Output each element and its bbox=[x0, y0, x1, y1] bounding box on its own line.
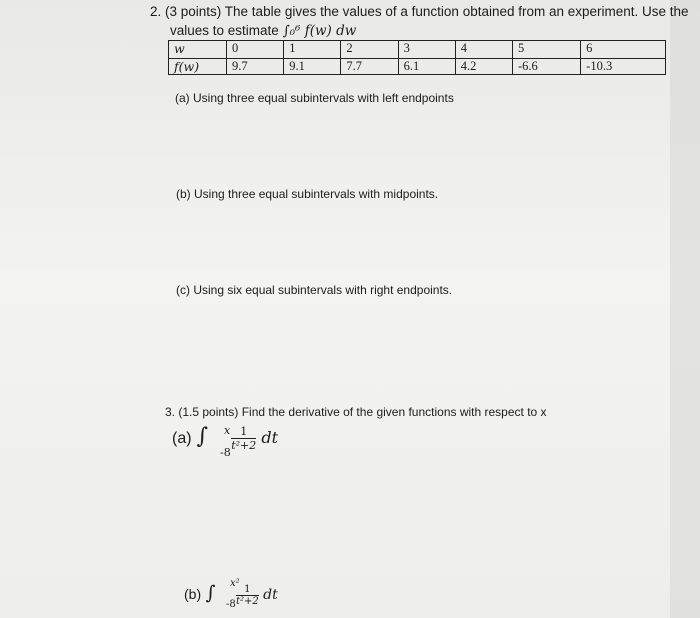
integral-sign-a: ∫ bbox=[196, 424, 209, 449]
table-cell: -6.6 bbox=[512, 59, 580, 75]
table-cell: 4 bbox=[455, 41, 512, 59]
integral-a bbox=[172, 424, 279, 459]
part-b-text: (b) Using three equal subintervals with midpoints. bbox=[176, 187, 439, 201]
integral-a-fraction bbox=[231, 425, 256, 452]
table-cell: 3 bbox=[398, 41, 455, 59]
integral-b-dt: dt bbox=[263, 587, 278, 603]
integral-a-lower: -8 bbox=[220, 446, 231, 459]
part-a-text: (a) Using three equal subintervals with left endpoints bbox=[175, 91, 454, 105]
integral-b-label: (b) bbox=[184, 586, 202, 602]
integral-b-numerator: 1 bbox=[236, 584, 259, 596]
integral-a-dt: dt bbox=[261, 428, 279, 447]
table-row-w bbox=[169, 41, 666, 59]
table-header-w: w bbox=[169, 41, 227, 59]
question-2-integral: ∫₀⁶ f(w) dw bbox=[282, 23, 357, 39]
table-row-fw bbox=[169, 59, 666, 75]
integral-a-numerator: 1 bbox=[231, 425, 256, 439]
table-cell: 5 bbox=[512, 41, 580, 59]
integral-a-denominator: t²+2 bbox=[231, 439, 257, 452]
table-cell: 2 bbox=[341, 41, 398, 59]
table-cell: 9.7 bbox=[227, 59, 284, 75]
integral-a-upper: x bbox=[224, 424, 231, 437]
integral-b bbox=[184, 578, 278, 610]
question-2-line-2 bbox=[170, 23, 356, 39]
integral-a-label: (a) bbox=[172, 430, 192, 447]
table-cell: 4.2 bbox=[455, 59, 512, 75]
question-2-prefix: values to estimate bbox=[170, 23, 283, 38]
question-2-line-1: 2. (3 points) The table gives the values of a function obtained from an experiment. Use the bbox=[150, 4, 689, 19]
table-cell: 6.1 bbox=[398, 59, 455, 75]
page-edge-shadow bbox=[670, 0, 700, 618]
integral-sign-b: ∫ bbox=[205, 582, 216, 604]
table-cell: 1 bbox=[284, 41, 341, 59]
table-cell: 6 bbox=[581, 41, 666, 59]
part-c-text: (c) Using six equal subintervals with right endpoints. bbox=[176, 283, 453, 297]
table-cell: 0 bbox=[227, 41, 284, 59]
integral-b-upper: x² bbox=[230, 578, 240, 589]
table-cell: 7.7 bbox=[341, 59, 398, 75]
data-table bbox=[168, 40, 666, 75]
question-3-text: 3. (1.5 points) Find the derivative of the given functions with respect to x bbox=[165, 405, 547, 419]
integral-b-lower: -8 bbox=[226, 599, 236, 610]
integral-b-denominator: t²+2 bbox=[235, 595, 259, 607]
table-cell: 9.1 bbox=[284, 59, 341, 75]
table-cell: -10.3 bbox=[581, 59, 666, 75]
table-header-fw: f(w) bbox=[169, 59, 227, 75]
